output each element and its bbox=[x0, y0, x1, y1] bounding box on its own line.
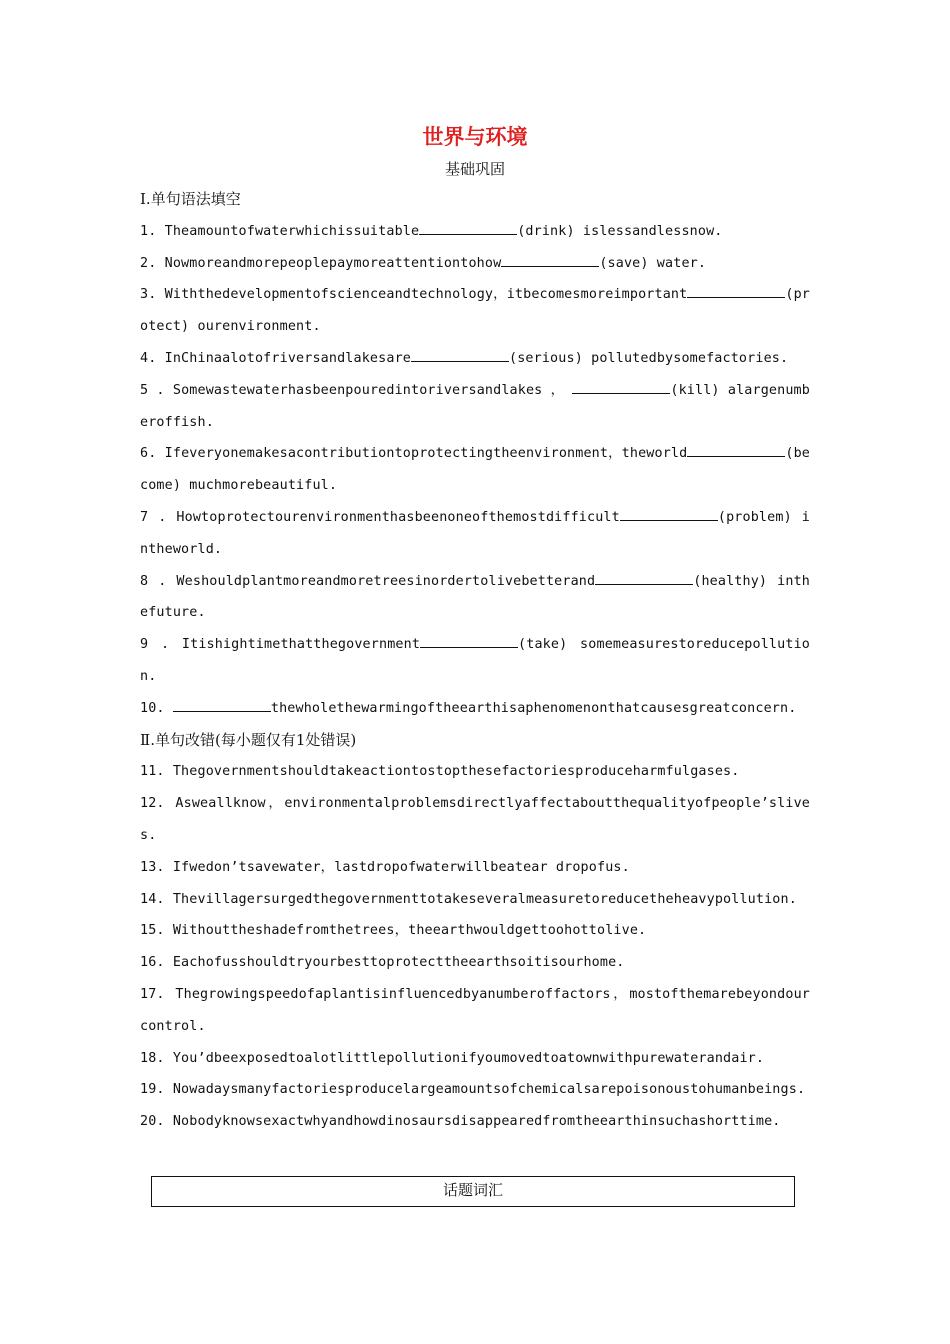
question-text-before: 3. Withthedevelopmentofscienceandtechnology，itbecomesmoreimportant bbox=[140, 287, 688, 303]
correction-item: 14. Thevillagersurgedthegovernmenttotakeseveralmeasuretoreducetheheavypollution. bbox=[140, 891, 797, 907]
section-1-items bbox=[140, 216, 810, 725]
question-item bbox=[140, 502, 810, 566]
question-text-after: (protect) ourenvironment. bbox=[140, 287, 810, 335]
question-text-after: (kill) alargenumberoffish. bbox=[140, 382, 810, 430]
question-text-after: (drink) islessandlessnow. bbox=[517, 223, 723, 239]
topic-vocabulary-box: 话题词汇 bbox=[151, 1176, 795, 1207]
answer-blank bbox=[420, 633, 518, 648]
page-title: 世界与环境 bbox=[422, 124, 528, 149]
answer-blank bbox=[501, 252, 599, 267]
answer-blank bbox=[572, 379, 670, 394]
answer-blank bbox=[620, 506, 718, 521]
question-text-before: 10. bbox=[140, 700, 173, 716]
question-text-before: 6. Ifeveryonemakesacontributiontoprotectingtheenvironment，theworld bbox=[140, 446, 688, 462]
question-item bbox=[140, 343, 810, 375]
correction-item: 13. Ifwedon’tsavewater，lastdropofwaterwillbeatear dropofus. bbox=[140, 859, 630, 875]
question-text-after: (healthy) inthefuture. bbox=[140, 573, 810, 621]
question-item bbox=[140, 693, 810, 725]
question-item bbox=[140, 566, 810, 630]
answer-blank bbox=[419, 220, 517, 235]
correction-item: 16. Eachofusshouldtryourbesttoprotecttheearthsoitisourhome. bbox=[140, 955, 625, 971]
correction-item: 18. You’dbeexposedtoalotlittlepollutionifyoumovedtoatownwithpurewaterandair. bbox=[140, 1050, 765, 1066]
question-text-before: 5 . Somewastewaterhasbeenpouredintoriversandlakes ， bbox=[140, 382, 573, 398]
question-text-before: 8 . Weshouldplantmoreandmoretreesinordertolivebetterand bbox=[140, 573, 596, 589]
question-item bbox=[140, 248, 810, 280]
answer-blank bbox=[595, 570, 693, 585]
document-page bbox=[140, 120, 810, 1138]
correction-item: 15. Withouttheshadefromthetrees，theearthwouldgettoohottolive. bbox=[140, 923, 647, 939]
question-item bbox=[140, 438, 810, 502]
question-text-after: thewholethewarmingoftheearthisaphenomenonthatcausesgreatconcern. bbox=[270, 700, 797, 716]
correction-item: 19. Nowadaysmanyfactoriesproducelargeamountsofchemicalsarepoisonoustohumanbeings. bbox=[140, 1082, 806, 1098]
section-2-heading: Ⅱ.单句改错(每小题仅有1处错误) bbox=[140, 730, 357, 749]
question-text-before: 7 . Howtoprotectourenvironmenthasbeenoneofthemostdifficult bbox=[140, 509, 620, 525]
correction-item: 20. Nobodyknowsexactwhyandhowdinosaursdisappearedfromtheearthinsuchashorttime. bbox=[140, 1114, 781, 1130]
section-1-heading: Ⅰ.单句语法填空 bbox=[140, 190, 241, 208]
question-text-after: (take) somemeasurestoreducepollution. bbox=[140, 637, 810, 684]
question-text-before: 1. Theamountofwaterwhichissuitable bbox=[140, 223, 420, 239]
question-item bbox=[140, 216, 810, 248]
question-text-after: (become) muchmorebeautiful. bbox=[140, 446, 810, 494]
question-text-after: (problem) intheworld. bbox=[140, 509, 810, 557]
answer-blank bbox=[173, 697, 271, 712]
correction-item: 11. Thegovernmentshouldtakeactiontostopthesefactoriesproduceharmfulgases. bbox=[140, 764, 740, 780]
question-text-after: (serious) pollutedbysomefactories. bbox=[509, 350, 789, 366]
section-2-items bbox=[140, 756, 810, 1138]
question-text-before: 4. InChinaalotofriversandlakesare bbox=[140, 350, 411, 366]
question-item bbox=[140, 629, 810, 693]
question-text-before: 9 . Itishightimethatthegovernment bbox=[140, 637, 421, 653]
question-item bbox=[140, 375, 810, 439]
correction-item: 17. Thegrowingspeedofaplantisinfluencedbyanumberoffactors，mostofthemarebeyondourcontrol. bbox=[140, 986, 810, 1034]
question-text-before: 2. Nowmoreandmorepeoplepaymoreattentiontohow bbox=[140, 255, 502, 271]
correction-item: 12. Asweallknow，environmentalproblemsdirectlyaffectaboutthequalityofpeople’slives. bbox=[140, 796, 810, 843]
answer-blank bbox=[687, 442, 785, 457]
question-item bbox=[140, 279, 810, 343]
page-subtitle: 基础巩固 bbox=[444, 160, 505, 178]
answer-blank bbox=[687, 283, 785, 298]
question-text-after: (save) water. bbox=[599, 255, 707, 271]
answer-blank bbox=[411, 347, 509, 362]
